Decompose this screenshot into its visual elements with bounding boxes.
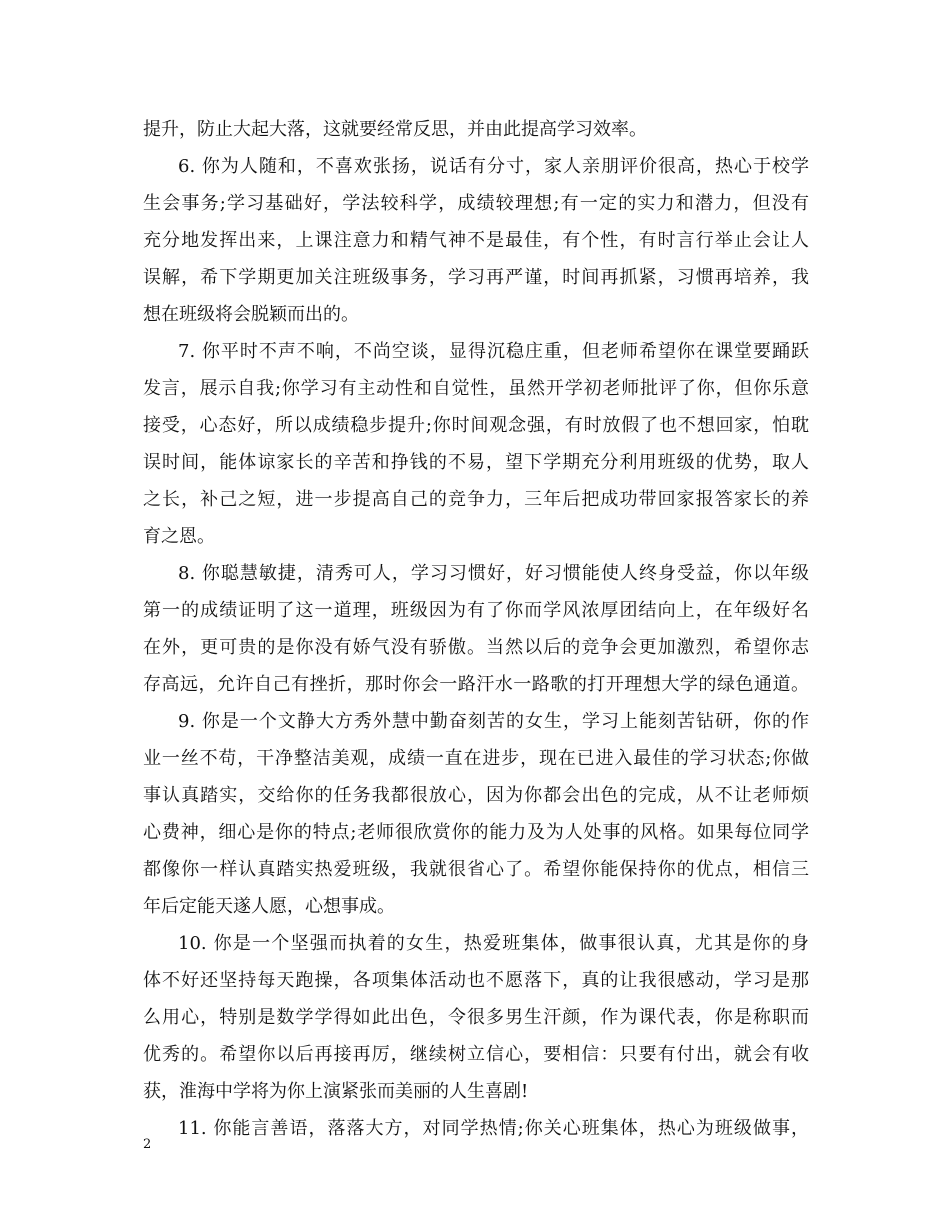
text-line: 发言，展示自我;你学习有主动性和自觉性，虽然开学初老师批评了你，但你乐意 xyxy=(143,378,809,399)
page-number: 2 xyxy=(143,1137,152,1152)
text-line: 9. 你是一个文静大方秀外慧中勤奋刻苦的女生，学习上能刻苦钻研，你的作 xyxy=(178,711,809,732)
text-line: 8. 你聪慧敏捷，清秀可人，学习习惯好，好习惯能使人终身受益，你以年级 xyxy=(178,563,809,584)
text-line: 充分地发挥出来，上课注意力和精气神不是最佳，有个性，有时言行举止会让人 xyxy=(143,230,809,251)
text-line: 7. 你平时不声不响，不尚空谈，显得沉稳庄重，但老师希望你在课堂要踊跃 xyxy=(178,341,809,362)
text-line: 在外，更可贵的是你没有娇气没有骄傲。当然以后的竞争会更加激烈，希望你志 xyxy=(143,637,809,658)
text-line: 误时间，能体谅家长的辛苦和挣钱的不易，望下学期充分利用班级的优势，取人 xyxy=(143,452,809,473)
text-line: 之长，补己之短，进一步提高自己的竞争力，三年后把成功带回家报答家长的养 xyxy=(143,489,809,510)
text-line: 业一丝不苟，干净整洁美观，成绩一直在进步，现在已进入最佳的学习状态;你做 xyxy=(143,748,809,769)
text-line: 获，淮海中学将为你上演紧张而美丽的人生喜剧! xyxy=(143,1081,529,1102)
text-line: 10. 你是一个坚强而执着的女生，热爱班集体，做事很认真，尤其是你的身 xyxy=(178,933,809,954)
text-line: 年后定能天遂人愿，心想事成。 xyxy=(143,896,395,917)
text-line: 接受，心态好，所以成绩稳步提升;你时间观念强，有时放假了也不想回家，怕耽 xyxy=(143,415,809,436)
text-line: 6. 你为人随和，不喜欢张扬，说话有分寸，家人亲朋评价很高，热心于校学 xyxy=(178,156,809,177)
text-line: 误解，希下学期更加关注班级事务，学习再严谨，时间再抓紧，习惯再培养，我 xyxy=(143,267,809,288)
text-line: 存高远，允许自己有挫折，那时你会一路汗水一路歌的打开理想大学的绿色通道。 xyxy=(143,674,809,695)
text-line: 都像你一样认真踏实热爱班级，我就很省心了。希望你能保持你的优点，相信三 xyxy=(143,859,809,880)
text-line: 体不好还坚持每天跑操，各项集体活动也不愿落下，真的让我很感动，学习是那 xyxy=(143,970,809,991)
text-line: 提升，防止大起大落，这就要经常反思，并由此提高学习效率。 xyxy=(143,119,647,140)
text-line: 事认真踏实，交给你的任务我都很放心，因为你都会出色的完成，从不让老师烦 xyxy=(143,785,809,806)
text-line: 11. 你能言善语，落落大方，对同学热情;你关心班集体，热心为班级做事， xyxy=(178,1118,809,1139)
text-line: 心费神，细心是你的特点;老师很欣赏你的能力及为人处事的风格。如果每位同学 xyxy=(143,822,809,843)
text-line: 育之恩。 xyxy=(143,526,215,547)
text-line: 想在班级将会脱颖而出的。 xyxy=(143,304,359,325)
text-line: 优秀的。希望你以后再接再厉，继续树立信心，要相信：只要有付出，就会有收 xyxy=(143,1044,809,1065)
text-line: 第一的成绩证明了这一道理，班级因为有了你而学风浓厚团结向上，在年级好名 xyxy=(143,600,809,621)
text-line: 生会事务;学习基础好，学法较科学，成绩较理想;有一定的实力和潜力，但没有 xyxy=(143,193,809,214)
text-line: 么用心，特别是数学学得如此出色，令很多男生汗颜，作为课代表，你是称职而 xyxy=(143,1007,809,1028)
